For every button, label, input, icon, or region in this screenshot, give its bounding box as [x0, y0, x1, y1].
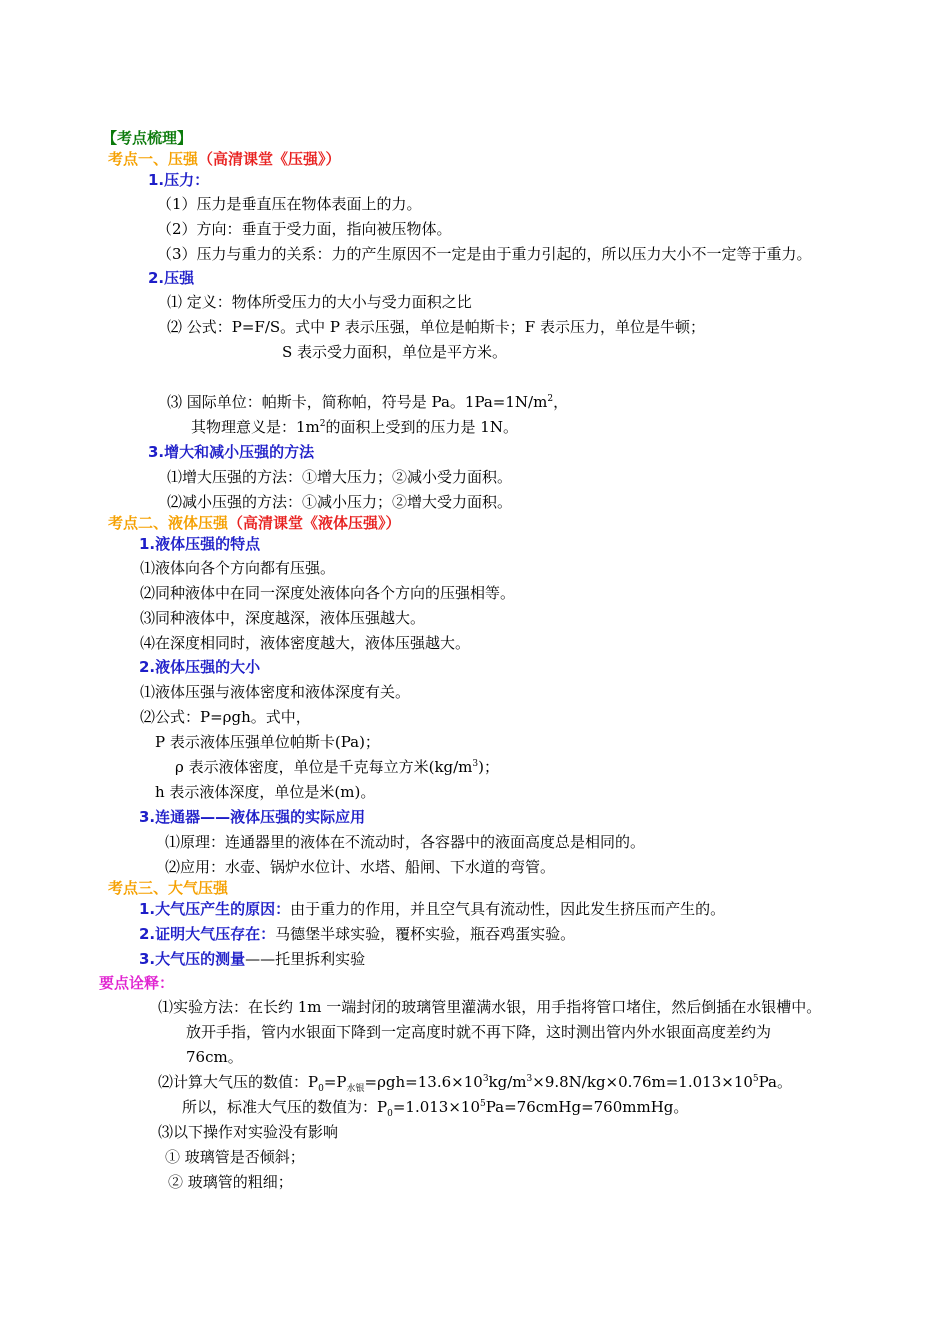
notes-method-2: 放开手指，管内水银面下降到一定高度时就不再下降，这时测出管内外水银面高度差约为 [186, 1023, 772, 1041]
kp1-s2-unit: ⑶ 国际单位：帕斯卡，简称帕，符号是 Pa。$1Pa=1N/m^2$， [167, 393, 569, 411]
kp1-s2-definition: ⑴ 定义：物体所受压力的大小与受力面积之比 [167, 293, 472, 311]
kp1-s3-item-2: ⑵减小压强的方法：①减小压力；②增大受力面积。 [167, 493, 513, 511]
notes-ops-title: ⑶以下操作对实验没有影响 [158, 1123, 339, 1141]
kp2-heading [108, 513, 401, 533]
kp1-s1-item-1: （1）压力是垂直压在物体表面上的力。 [157, 195, 422, 213]
notes-standard: 所以，标准大气压的数值为：$P_0=1.013\times 10^5Pa=76cmHg=760mmHg$。 [182, 1098, 689, 1119]
kp2-s3-title: 3.连通器——液体压强的实际应用 [139, 808, 366, 826]
kp2-s1-item-2: ⑵同种液体中在同一深度处液体向各个方向的压强相等。 [140, 584, 516, 602]
section-title: 【考点梳理】 [102, 129, 193, 147]
kp3-s2-text: 马德堡半球实验，覆杯实验，瓶吞鸡蛋实验。 [275, 925, 576, 943]
kp2-s1-title: 1.液体压强的特点 [139, 535, 261, 553]
notes-op-1: ① 玻璃管是否倾斜； [165, 1148, 305, 1166]
kp1-s3-item-1: ⑴增大压强的方法：①增大压力；②减小受力面积。 [167, 468, 513, 486]
kp2-s3-item-2: ⑵应用：水壶、锅炉水位计、水塔、船闸、下水道的弯管。 [165, 858, 556, 876]
kp2-s2-item-1: ⑴液体压强与液体密度和液体深度有关。 [140, 683, 411, 701]
kp1-s1-item-3: （3）压力与重力的关系：力的产生原因不一定是由于重力引起的，所以压力大小不一定等于重力。 [157, 245, 812, 263]
kp3-s3-text: ——托里拆利实验 [245, 950, 366, 968]
kp3-s1-title: 1.大气压产生的原因： [139, 900, 291, 918]
kp1-s1-item-2: （2）方向：垂直于受力面，指向被压物体。 [157, 220, 452, 238]
kp1-heading [108, 149, 341, 169]
notes-method-1: ⑴实验方法：在长约 1m 一端封闭的玻璃管里灌满水银，用手指将管口堵住，然后倒插在水银槽中。 [158, 998, 822, 1016]
kp3-s2-title: 2.证明大气压存在： [139, 925, 276, 943]
kp1-s3-title: 3.增大和减小压强的方法 [148, 443, 315, 461]
kp1-s2-title: 2.压强 [148, 269, 195, 287]
kp2-s1-item-4: ⑷在深度相同时，液体密度越大，液体压强越大。 [140, 634, 471, 652]
kp2-s1-item-3: ⑶同种液体中，深度越深，液体压强越大。 [140, 609, 426, 627]
kp1-heading-link[interactable]: （高清课堂《压强》） [198, 150, 341, 168]
notes-op-2: ② 玻璃管的粗细； [168, 1173, 293, 1191]
kp3-s2 [139, 924, 575, 944]
kp2-s2-p-line: P 表示液体压强单位帕斯卡(Pa)； [155, 733, 380, 751]
kp2-s1-item-1: ⑴液体向各个方向都有压强。 [140, 559, 336, 577]
kp3-s1 [139, 899, 725, 919]
kp2-heading-link[interactable]: （高清课堂《液体压强》） [228, 514, 401, 532]
kp1-s1-title: 1.压力： [148, 171, 210, 189]
kp3-s3 [139, 949, 365, 969]
kp1-s2-formula-cont: S 表示受力面积，单位是平方米。 [282, 343, 508, 361]
notes-calc: ⑵计算大气压的数值：$P_0=P_{水银}=\rho gh=13.6\times 10^3kg/m^3\times 9.8N/kg\times 0.76m=1.013\times 10^5Pa$。 [158, 1073, 793, 1094]
kp1-s2-formula: ⑵ 公式：P=F/S。式中 P 表示压强，单位是帕斯卡；F 表示压力，单位是牛顿； [167, 318, 705, 336]
kp3-heading: 考点三、大气压强 [108, 879, 229, 897]
kp2-s3-item-1: ⑴原理：连通器里的液体在不流动时，各容器中的液面高度总是相同的。 [165, 833, 646, 851]
kp1-s2-meaning: 其物理意义是：$1m^2$的面积上受到的压力是 1N。 [191, 418, 518, 436]
kp3-s3-title: 3.大气压的测量 [139, 950, 246, 968]
kp2-s2-rho-line: ρ 表示液体密度，单位是千克每立方米$(kg/m^3)$； [175, 758, 500, 776]
notes-title: 要点诠释： [99, 974, 175, 992]
kp2-heading-main: 考点二、液体压强 [108, 514, 229, 532]
kp2-s2-item-2: ⑵公式：P=ρgh。式中， [140, 708, 311, 726]
notes-method-3: 76cm。 [186, 1048, 243, 1066]
kp2-s2-title: 2.液体压强的大小 [139, 658, 261, 676]
kp1-heading-main: 考点一、压强 [108, 150, 199, 168]
kp2-s2-h-line: h 表示液体深度，单位是米(m)。 [155, 783, 376, 801]
kp3-s1-text: 由于重力的作用，并且空气具有流动性，因此发生挤压而产生的。 [290, 900, 726, 918]
